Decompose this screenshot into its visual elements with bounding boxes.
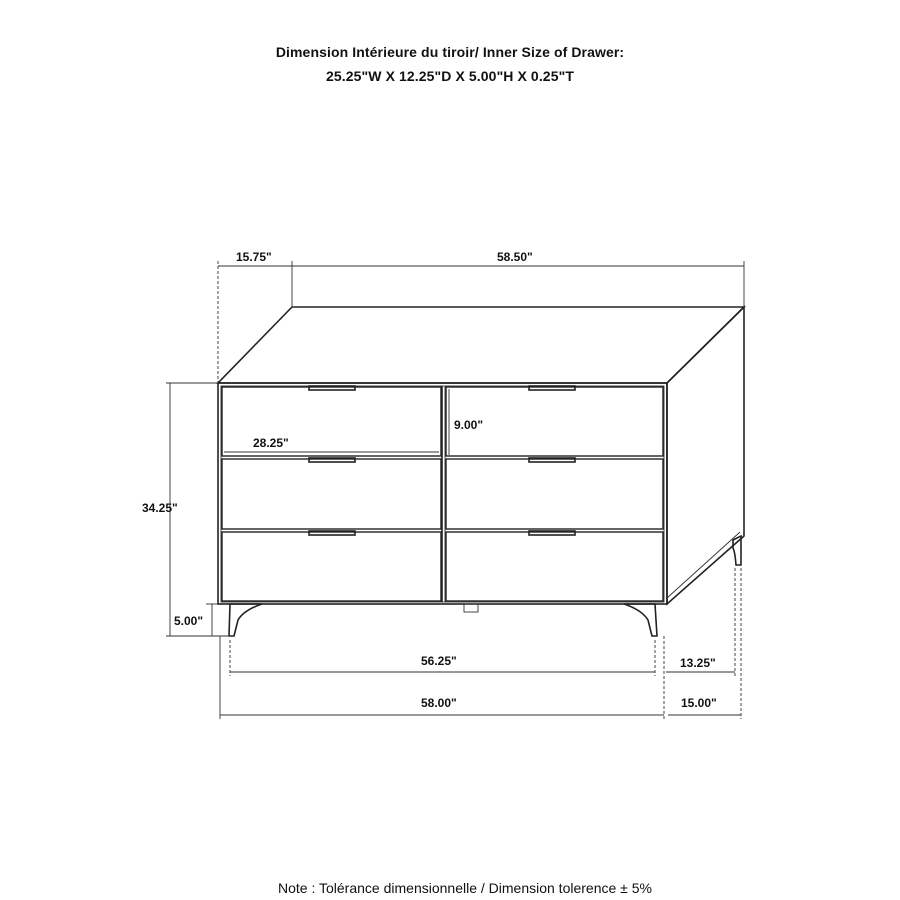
side-depth-inner-label: 13.25" <box>680 656 716 670</box>
center-support <box>464 604 478 612</box>
dresser-side-panel <box>667 307 744 604</box>
drawer-size-title: Dimension Intérieure du tiroir/ Inner Size of Drawer: <box>275 44 625 60</box>
overall-width-label: 58.00" <box>421 696 457 710</box>
height-total-label: 34.25" <box>142 501 178 515</box>
drawer-left-2 <box>222 459 441 529</box>
tolerance-note: Note : Tolérance dimensionnelle / Dimension tolerence ± 5% <box>278 880 652 896</box>
inner-width-label: 56.25" <box>421 654 457 668</box>
drawer-height-label: 9.00" <box>454 418 484 432</box>
leg-height-label: 5.00" <box>174 614 204 628</box>
drawer-right-2 <box>446 459 663 529</box>
drawer-right-3 <box>446 532 663 601</box>
drawer-width-label: 28.25" <box>253 436 289 450</box>
side-depth-outer-label: 15.00" <box>681 696 717 710</box>
depth-top-label: 15.75" <box>236 250 272 264</box>
front-right-leg <box>624 604 657 636</box>
dresser-top-surface <box>218 307 744 383</box>
drawer-left-3 <box>222 532 441 601</box>
drawer-size-values: 25.25"W X 12.25"D X 5.00"H X 0.25"T <box>326 68 574 84</box>
width-top-label: 58.50" <box>497 250 533 264</box>
front-left-leg <box>229 604 262 636</box>
